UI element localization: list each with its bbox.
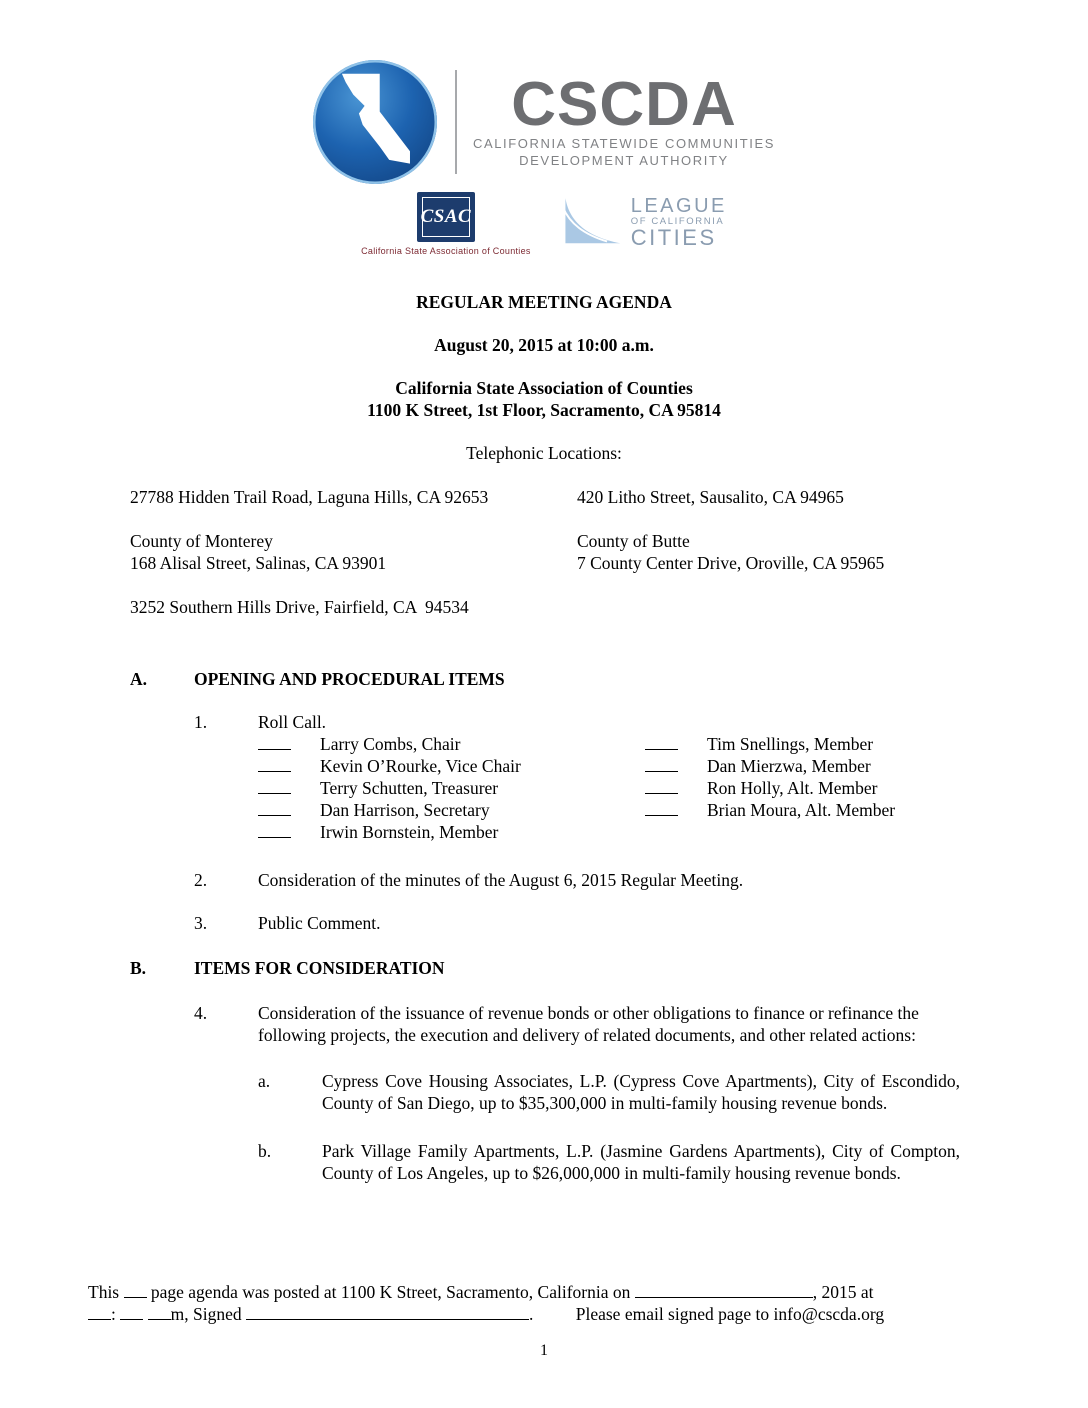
agenda-item-4a bbox=[258, 1070, 1088, 1114]
cscda-subtitle-line1: CALIFORNIA STATEWIDE COMMUNITIES bbox=[472, 136, 776, 151]
agenda-item-4b bbox=[258, 1140, 1088, 1184]
roll-call-entry bbox=[258, 733, 645, 755]
item-3-number: 3. bbox=[194, 913, 208, 933]
cscda-wordmark-block bbox=[472, 70, 776, 169]
roll-call-name: Tim Snellings, Member bbox=[707, 734, 874, 754]
address-butte-county: County of Butte bbox=[577, 531, 690, 551]
minute-blank bbox=[120, 1317, 143, 1320]
address-row-1 bbox=[130, 486, 1088, 508]
posting-statement bbox=[88, 1281, 973, 1325]
roll-call-blank-line bbox=[258, 747, 291, 750]
address-salinas: 168 Alisal Street, Salinas, CA 93901 bbox=[130, 553, 387, 573]
address-laguna-hills: 27788 Hidden Trail Road, Laguna Hills, CA 92653 bbox=[130, 487, 489, 507]
meeting-datetime: August 20, 2015 at 10:00 a.m. bbox=[434, 335, 654, 355]
posting-prefix: This bbox=[88, 1282, 120, 1302]
address-monterey-county: County of Monterey bbox=[130, 531, 273, 551]
league-line2: OF CALIFORNIA bbox=[630, 216, 725, 227]
agenda-item-4 bbox=[194, 1002, 1088, 1046]
section-b-title: ITEMS FOR CONSIDERATION bbox=[194, 958, 445, 978]
section-b-heading bbox=[130, 957, 1088, 979]
venue-address: 1100 K Street, 1st Floor, Sacramento, CA 95814 bbox=[367, 400, 721, 420]
address-oroville: 7 County Center Drive, Oroville, CA 95965 bbox=[577, 553, 885, 573]
roll-call-name: Dan Mierzwa, Member bbox=[707, 756, 871, 776]
roll-call-blank-line bbox=[645, 747, 678, 750]
roll-call-blank-line bbox=[258, 813, 291, 816]
section-a-heading bbox=[130, 668, 1088, 690]
csac-acronym: CSAC bbox=[420, 206, 472, 227]
document-title: REGULAR MEETING AGENDA bbox=[416, 292, 672, 312]
posting-date-blank bbox=[635, 1295, 813, 1298]
signature-blank bbox=[246, 1317, 529, 1320]
league-text-block bbox=[631, 196, 727, 249]
roll-call-blank-line bbox=[258, 791, 291, 794]
league-logo bbox=[561, 194, 727, 255]
item-2-text: Consideration of the minutes of the August 6, 2015 Regular Meeting. bbox=[258, 870, 744, 890]
roll-call-blank-line bbox=[645, 813, 678, 816]
ampm-blank bbox=[148, 1317, 171, 1320]
roll-call-entry bbox=[645, 733, 895, 755]
item-4-text: Consideration of the issuance of revenue bonds or other obligations to finance or refinance the following projects, the execution and delivery of related documents, and other related actions: bbox=[258, 1003, 919, 1045]
csac-logo-icon bbox=[417, 192, 475, 242]
item-4-number: 4. bbox=[194, 1003, 208, 1023]
agenda-item-2 bbox=[194, 869, 1088, 891]
csac-logo-inner-frame bbox=[422, 197, 470, 237]
item-3-text: Public Comment. bbox=[258, 913, 381, 933]
item-4a-letter: a. bbox=[258, 1071, 271, 1091]
signed-period: . bbox=[528, 1304, 534, 1324]
roll-call-blank-line bbox=[645, 791, 678, 794]
roll-call-name: Ron Holly, Alt. Member bbox=[707, 778, 878, 798]
posting-line-2 bbox=[88, 1303, 973, 1325]
roll-call-name: Larry Combs, Chair bbox=[320, 734, 461, 754]
roll-call-entry bbox=[258, 755, 645, 777]
roll-call-entry bbox=[645, 799, 895, 821]
roll-call-blank-line bbox=[258, 835, 291, 838]
roll-call-entry bbox=[258, 799, 645, 821]
roll-call-list bbox=[258, 733, 1088, 843]
title-block bbox=[0, 291, 1088, 464]
address-fairfield: 3252 Southern Hills Drive, Fairfield, CA 94534 bbox=[130, 597, 469, 617]
league-line3: CITIES bbox=[630, 225, 717, 250]
section-a-title: OPENING AND PROCEDURAL ITEMS bbox=[194, 669, 505, 689]
csac-logo bbox=[361, 192, 531, 257]
california-globe-icon bbox=[313, 60, 437, 184]
item-1-text: Roll Call. bbox=[258, 712, 327, 732]
hour-blank bbox=[88, 1317, 111, 1320]
california-map-icon bbox=[332, 70, 418, 174]
item-4a-text: Cypress Cove Housing Associates, L.P. (Cypress Cove Apartments), City of Escondido, County of San Diego, up to $35,300,000 in multi-family housing revenue bonds. bbox=[322, 1071, 960, 1113]
signed-label: m, Signed bbox=[170, 1304, 242, 1324]
roll-call-name: Terry Schutten, Treasurer bbox=[320, 778, 499, 798]
address-row-3 bbox=[130, 596, 1088, 618]
roll-call-name: Dan Harrison, Secretary bbox=[320, 800, 490, 820]
csac-caption: California State Association of Counties bbox=[361, 246, 531, 256]
email-note: Please email signed page to info@cscda.org bbox=[575, 1304, 885, 1324]
item-1-number: 1. bbox=[194, 712, 208, 732]
posting-middle: page agenda was posted at 1100 K Street, Sacramento, California on bbox=[150, 1282, 631, 1302]
league-swoosh-icon bbox=[561, 194, 623, 255]
agenda-item-1 bbox=[194, 711, 1088, 733]
agenda-item-3 bbox=[194, 912, 1088, 934]
league-line1: LEAGUE bbox=[630, 195, 727, 217]
section-a-letter: A. bbox=[130, 669, 148, 689]
roll-call-entry bbox=[258, 777, 645, 799]
page-count-blank bbox=[124, 1295, 147, 1298]
logo-divider bbox=[455, 70, 457, 174]
item-4b-letter: b. bbox=[258, 1141, 272, 1161]
roll-call-blank-line bbox=[258, 769, 291, 772]
roll-call-name: Brian Moura, Alt. Member bbox=[707, 800, 896, 820]
venue-name: California State Association of Counties bbox=[395, 378, 693, 398]
item-2-number: 2. bbox=[194, 870, 208, 890]
cscda-wordmark: CSCDA bbox=[511, 70, 737, 139]
address-row-2 bbox=[130, 530, 1088, 574]
cscda-subtitle-line2: DEVELOPMENT AUTHORITY bbox=[519, 153, 729, 168]
address-sausalito: 420 Litho Street, Sausalito, CA 94965 bbox=[577, 487, 844, 507]
roll-call-name: Kevin O’Rourke, Vice Chair bbox=[320, 756, 521, 776]
item-4b-text: Park Village Family Apartments, L.P. (Jasmine Gardens Apartments), City of Compton, County of Los Angeles, up to $26,000,000 in multi-family housing revenue bonds. bbox=[322, 1141, 960, 1183]
roll-call-blank-line bbox=[645, 769, 678, 772]
cscda-logo bbox=[0, 0, 1088, 184]
partner-logos bbox=[0, 192, 1088, 257]
roll-call-name: Irwin Bornstein, Member bbox=[320, 822, 499, 842]
section-b-letter: B. bbox=[130, 958, 147, 978]
page-number: 1 bbox=[540, 1342, 548, 1359]
telephonic-locations-label: Telephonic Locations: bbox=[466, 443, 622, 463]
posting-suffix: , 2015 at bbox=[812, 1282, 874, 1302]
roll-call-entry bbox=[645, 755, 895, 777]
time-colon: : bbox=[111, 1304, 116, 1324]
roll-call-entry bbox=[645, 777, 895, 799]
posting-line-1 bbox=[88, 1281, 973, 1303]
roll-call-entry bbox=[258, 821, 645, 843]
